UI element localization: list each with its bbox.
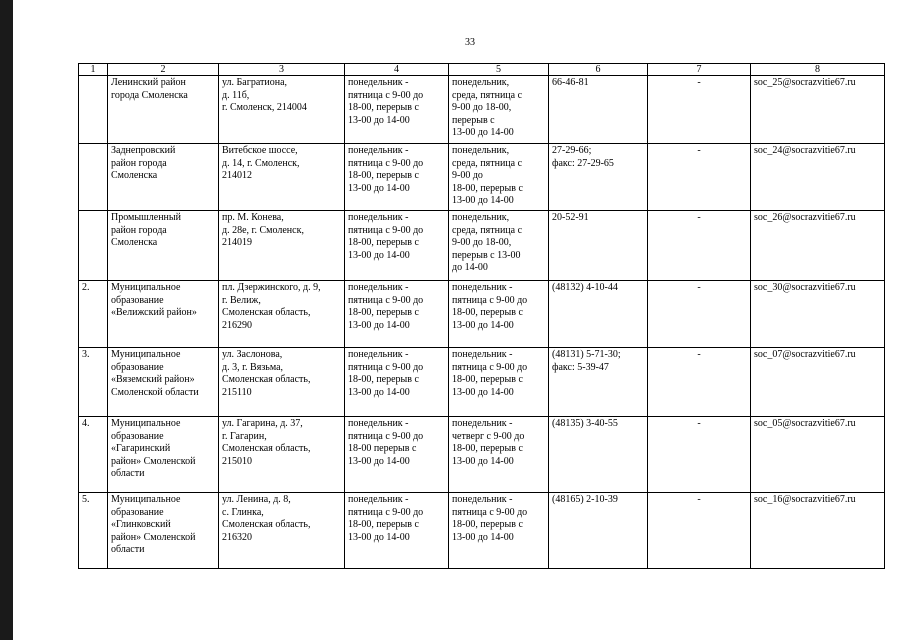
column-number: 3 <box>219 64 345 76</box>
reception-hours-cell: понедельник - четверг с 9-00 до 18-00, перерыв с 13-00 до 14-00 <box>449 417 549 493</box>
table-row <box>79 76 885 144</box>
email-cell: soc_24@socrazvitie67.ru <box>751 144 885 211</box>
column-7-cell: - <box>648 76 751 144</box>
column-number: 1 <box>79 64 108 76</box>
reception-hours-cell: понедельник - пятница с 9-00 до 18-00, перерыв с 13-00 до 14-00 <box>449 348 549 417</box>
organization-name-cell: Муниципальное образование «Вяземский район» Смоленской области <box>108 348 219 417</box>
phone-cell: 20-52-91 <box>549 211 648 281</box>
table-row <box>79 211 885 281</box>
column-number: 4 <box>345 64 449 76</box>
row-number-cell: 3. <box>79 348 108 417</box>
address-cell: ул. Гагарина, д. 37, г. Гагарин, Смоленская область, 215010 <box>219 417 345 493</box>
organization-name-cell: Муниципальное образование «Велижский район» <box>108 281 219 348</box>
scan-edge-bar <box>0 0 13 640</box>
email-cell: soc_30@socrazvitie67.ru <box>751 281 885 348</box>
address-cell: пр. М. Конева, д. 28е, г. Смоленск, 214019 <box>219 211 345 281</box>
row-number-cell <box>79 76 108 144</box>
row-number-cell: 5. <box>79 493 108 569</box>
address-cell: ул. Заслонова, д. 3, г. Вязьма, Смоленская область, 215110 <box>219 348 345 417</box>
address-cell: пл. Дзержинского, д. 9, г. Велиж, Смоленская область, 216290 <box>219 281 345 348</box>
column-number-row <box>79 64 885 76</box>
column-7-cell: - <box>648 417 751 493</box>
table-row <box>79 417 885 493</box>
working-hours-cell: понедельник - пятница с 9-00 до 18-00, перерыв с 13-00 до 14-00 <box>345 144 449 211</box>
organization-name-cell: Ленинский район города Смоленска <box>108 76 219 144</box>
email-cell: soc_05@socrazvitie67.ru <box>751 417 885 493</box>
page-number: 33 <box>465 37 475 48</box>
phone-cell: 27-29-66; факс: 27-29-65 <box>549 144 648 211</box>
row-number-cell <box>79 144 108 211</box>
column-number: 2 <box>108 64 219 76</box>
row-number-cell <box>79 211 108 281</box>
reception-hours-cell: понедельник, среда, пятница с 9-00 до 18-00, перерыв с 13-00 до 14-00 <box>449 144 549 211</box>
organization-name-cell: Муниципальное образование «Глинковский район» Смоленской области <box>108 493 219 569</box>
working-hours-cell: понедельник - пятница с 9-00 до 18-00, перерыв с 13-00 до 14-00 <box>345 281 449 348</box>
email-cell: soc_25@socrazvitie67.ru <box>751 76 885 144</box>
phone-cell: (48132) 4-10-44 <box>549 281 648 348</box>
column-7-cell: - <box>648 211 751 281</box>
working-hours-cell: понедельник - пятница с 9-00 до 18-00, перерыв с 13-00 до 14-00 <box>345 493 449 569</box>
row-number-cell: 2. <box>79 281 108 348</box>
email-cell: soc_07@socrazvitie67.ru <box>751 348 885 417</box>
column-number: 7 <box>648 64 751 76</box>
column-7-cell: - <box>648 348 751 417</box>
phone-cell: (48135) 3-40-55 <box>549 417 648 493</box>
table-row <box>79 144 885 211</box>
reception-hours-cell: понедельник - пятница с 9-00 до 18-00, перерыв с 13-00 до 14-00 <box>449 493 549 569</box>
column-number: 5 <box>449 64 549 76</box>
address-cell: ул. Ленина, д. 8, с. Глинка, Смоленская область, 216320 <box>219 493 345 569</box>
email-cell: soc_16@socrazvitie67.ru <box>751 493 885 569</box>
email-cell: soc_26@socrazvitie67.ru <box>751 211 885 281</box>
reception-hours-cell: понедельник - пятница с 9-00 до 18-00, перерыв с 13-00 до 14-00 <box>449 281 549 348</box>
reception-hours-cell: понедельник, среда, пятница с 9-00 до 18-00, перерыв с 13-00 до 14-00 <box>449 76 549 144</box>
address-cell: ул. Багратиона, д. 11б, г. Смоленск, 214004 <box>219 76 345 144</box>
reception-hours-cell: понедельник, среда, пятница с 9-00 до 18-00, перерыв с 13-00 до 14-00 <box>449 211 549 281</box>
table-row <box>79 493 885 569</box>
organization-name-cell: Промышленный район города Смоленска <box>108 211 219 281</box>
table-row <box>79 281 885 348</box>
phone-cell: (48131) 5-71-30; факс: 5-39-47 <box>549 348 648 417</box>
column-7-cell: - <box>648 493 751 569</box>
address-cell: Витебское шоссе, д. 14, г. Смоленск, 214012 <box>219 144 345 211</box>
phone-cell: 66-46-81 <box>549 76 648 144</box>
phone-cell: (48165) 2-10-39 <box>549 493 648 569</box>
working-hours-cell: понедельник - пятница с 9-00 до 18-00, перерыв с 13-00 до 14-00 <box>345 348 449 417</box>
working-hours-cell: понедельник - пятница с 9-00 до 18-00, перерыв с 13-00 до 14-00 <box>345 211 449 281</box>
column-number: 8 <box>751 64 885 76</box>
column-number: 6 <box>549 64 648 76</box>
organization-name-cell: Заднепровский район города Смоленска <box>108 144 219 211</box>
row-number-cell: 4. <box>79 417 108 493</box>
table-row <box>79 348 885 417</box>
registry-table <box>78 63 885 569</box>
column-7-cell: - <box>648 281 751 348</box>
working-hours-cell: понедельник - пятница с 9-00 до 18-00, перерыв с 13-00 до 14-00 <box>345 76 449 144</box>
column-7-cell: - <box>648 144 751 211</box>
working-hours-cell: понедельник - пятница с 9-00 до 18-00 перерыв с 13-00 до 14-00 <box>345 417 449 493</box>
organization-name-cell: Муниципальное образование «Гагаринский район» Смоленской области <box>108 417 219 493</box>
